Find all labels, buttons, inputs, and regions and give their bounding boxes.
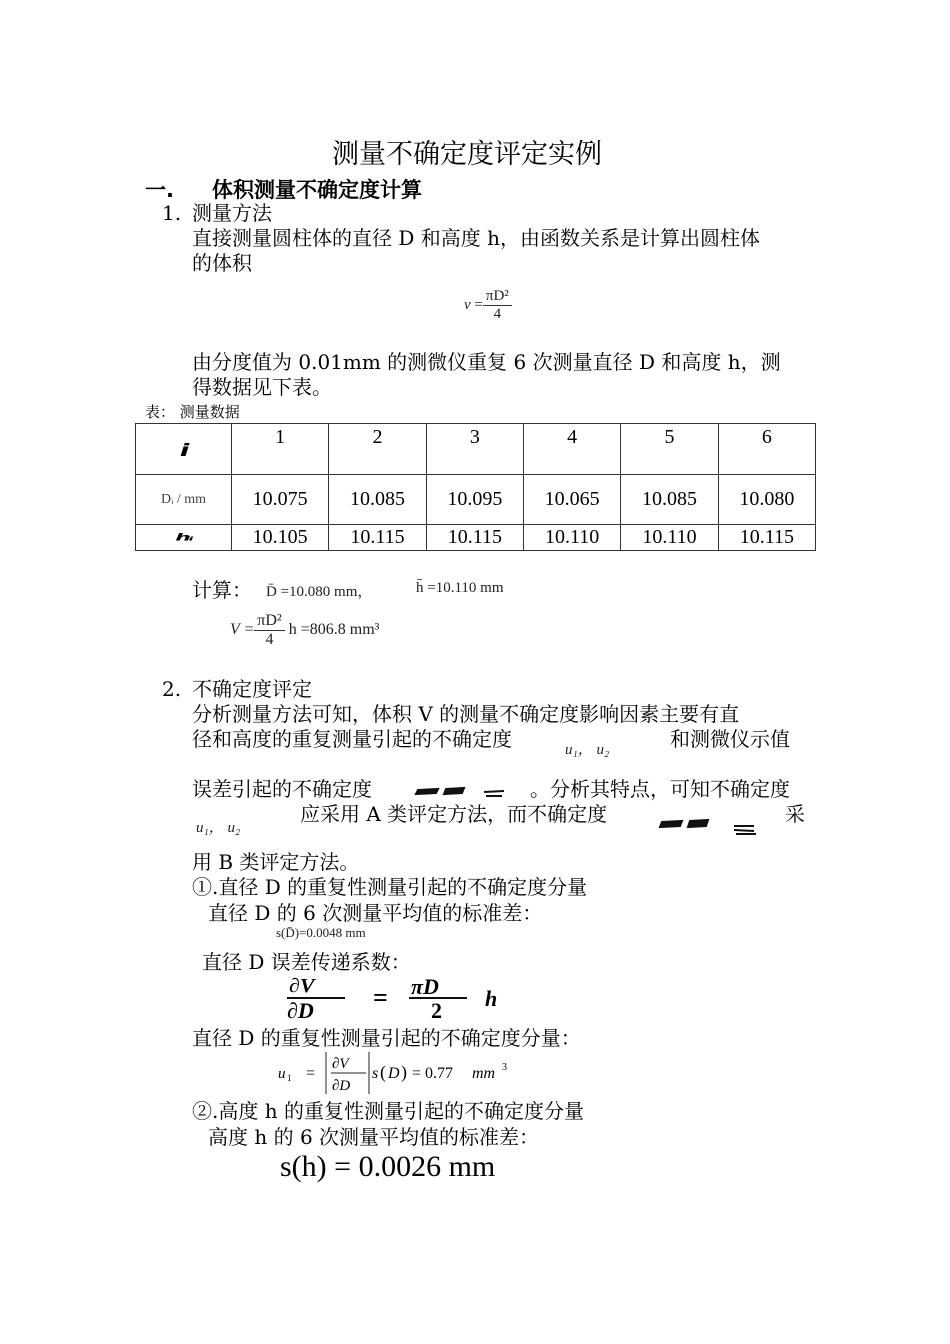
item-title: 不确定度评定 [192,677,312,701]
formula-std-h: s(h) = 0.0026 mm [280,1150,496,1183]
measurement-table [135,423,816,551]
table-cell: 2 [329,424,426,475]
svg-text:h: h [485,986,498,1011]
svg-text:(: ( [380,1062,386,1082]
paragraph-line: 和测微仪示值 [670,727,790,751]
formula-coefficient [285,976,515,1026]
svg-text:mm: mm [472,1065,496,1082]
svg-text:3: 3 [502,1062,507,1073]
svg-text:∂V: ∂V [289,976,315,997]
table-row [136,525,816,551]
table-cell: 5 [621,424,718,475]
subsection-title: ①.直径 D 的重复性测量引起的不确定度分量 [192,875,588,899]
paragraph-line: 直接测量圆柱体的直径 D 和高度 h，由函数关系是计算出圆柱体 [192,226,760,250]
table-caption: 表： 测量数据 [145,403,240,421]
svg-text:∂V: ∂V [332,1056,349,1072]
svg-text:D: D [388,1065,400,1082]
paragraph-line: 直径 D 误差传递系数： [202,950,411,974]
table-cell: 4 [523,424,620,475]
table-row [136,475,816,525]
paragraph-line: 径和高度的重复测量引起的不确定度 [192,727,512,751]
table-cell: 10.110 [523,525,620,551]
formula-u1 [276,1048,556,1100]
paragraph-line: 用 B 类评定方法。 [192,850,360,874]
table-cell: 10.115 [426,525,523,551]
section-heading: 体积测量不确定度计算 [212,178,422,202]
table-cell: 10.080 [718,475,815,525]
table-cell: 10.075 [232,475,329,525]
table-cell: 10.085 [329,475,426,525]
svg-text:πD: πD [411,976,439,999]
table-cell: 10.105 [232,525,329,551]
svg-text:= 0.77: = 0.77 [412,1065,454,1082]
table-cell: 10.085 [621,475,718,525]
table-cell: 10.115 [718,525,815,551]
table-cell: 10.115 [329,525,426,551]
item-number: 1. [162,201,182,225]
formula-volume-value: V = $\frac{\text{πD²}}{4}$ h =806.8 mm³ [230,612,380,648]
table-cell: 1 [232,424,329,475]
paragraph-line: 误差引起的不确定度 [192,777,372,801]
table-cell: i [136,424,232,475]
svg-text:=: = [306,1065,316,1082]
subsection-title: ②.高度 h 的重复性测量引起的不确定度分量 [192,1099,584,1123]
svg-text:2: 2 [431,998,442,1022]
calc-mean-d: D̄ =10.080 mm， [266,584,373,600]
table-cell: 10.065 [523,475,620,525]
item-number: 2. [162,677,182,701]
paragraph-line: 应采用 A 类评定方法，而不确定度 [300,802,608,826]
u3-symbol-icon [414,776,524,802]
paragraph-line: 。分析其特点，可知不确定度 [530,777,790,801]
paragraph-line: 的体积 [192,251,252,275]
table-cell: 10.110 [621,525,718,551]
section-number: 一. [145,178,174,202]
svg-text:): ) [401,1062,407,1082]
formula-volume: v = $\frac{\text{πD²}}{4}$ [464,288,512,323]
paragraph-line: 直径 D 的 6 次测量平均值的标准差： [208,901,543,925]
formula-std-d: s(D̄)=0.0048 mm [276,925,366,940]
paragraph-line: 由分度值为 0.01mm 的测微仪重复 6 次测量直径 D 和高度 h，测 [192,350,781,374]
svg-text:∂D: ∂D [332,1078,351,1094]
table-cell: Dᵢ / mm [136,475,232,525]
table-cell: 6 [718,424,815,475]
svg-text:s: s [372,1065,379,1082]
paragraph-line: 采 [785,802,805,826]
paragraph-line: 分析测量方法可知，体积 V 的测量不确定度影响因素主要有直 [192,702,740,726]
symbol-u1-u2: u₁， u₂ [196,820,241,836]
table-cell: hᵢ [136,525,232,551]
svg-text:=: = [373,983,388,1012]
paragraph-line: 直径 D 的重复性测量引起的不确定度分量： [192,1026,581,1050]
svg-text:u: u [278,1066,286,1082]
table-cell: 10.095 [426,475,523,525]
table-cell: 3 [426,424,523,475]
table-row [136,424,816,475]
u3-symbol-icon [656,814,766,838]
svg-text:1: 1 [287,1073,292,1083]
paragraph-line: 得数据见下表。 [192,375,332,399]
page-title: 测量不确定度评定实例 [332,139,602,170]
item-title: 测量方法 [192,201,272,225]
calc-label: 计算： [192,578,252,602]
calc-mean-h: h̄ =10.110 mm [416,580,504,596]
svg-text:∂D: ∂D [287,998,314,1022]
paragraph-line: 高度 h 的 6 次测量平均值的标准差： [208,1125,540,1149]
symbol-u1-u2: u₁， u₂ [565,742,610,758]
